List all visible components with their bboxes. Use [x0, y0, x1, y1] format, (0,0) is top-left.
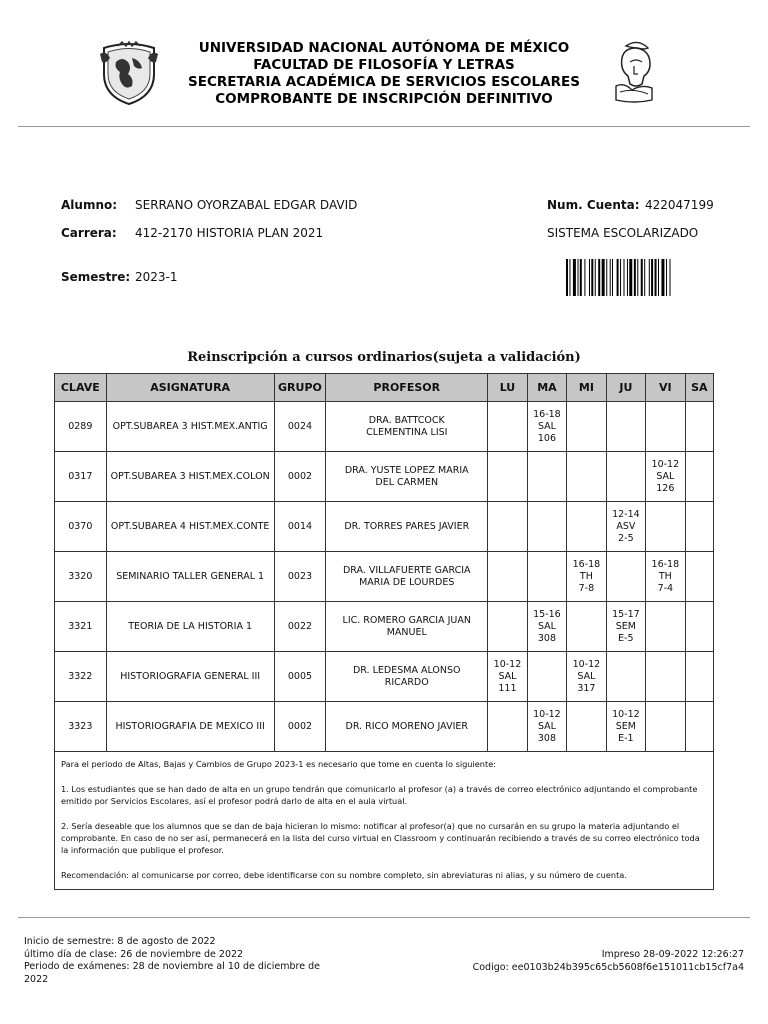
col-header-clave: CLAVE: [55, 374, 107, 402]
carrera-label: Carrera:: [61, 226, 117, 240]
cell-asignatura: HISTORIOGRAFIA DE MEXICO III: [106, 702, 274, 752]
col-header-lu: LU: [488, 374, 527, 402]
col-header-asignatura: ASIGNATURA: [106, 374, 274, 402]
cell-ju: 10-12 SEM E-1: [606, 702, 645, 752]
document-header: [150, 40, 618, 108]
cell-profesor: DRA. YUSTE LOPEZ MARIA DEL CARMEN: [326, 452, 488, 502]
cell-ma: 15-16 SAL 308: [527, 602, 566, 652]
cell-ju: [606, 452, 645, 502]
cell-clave: 3323: [55, 702, 107, 752]
cell-clave: 3322: [55, 652, 107, 702]
cell-ju: 15-17 SEM E-5: [606, 602, 645, 652]
cell-profesor: DRA. VILLAFUERTE GARCIA MARIA DE LOURDES: [326, 552, 488, 602]
cell-profesor: DR. LEDESMA ALONSO RICARDO: [326, 652, 488, 702]
cell-clave: 3321: [55, 602, 107, 652]
cell-clave: 0317: [55, 452, 107, 502]
header-line-document-type: COMPROBANTE DE INSCRIPCIÓN DEFINITIVO: [215, 91, 553, 107]
cell-ju: [606, 402, 645, 452]
sistema-value: SISTEMA ESCOLARIZADO: [547, 226, 699, 240]
col-header-profesor: PROFESOR: [326, 374, 488, 402]
alumno-label: Alumno:: [61, 198, 118, 212]
cell-mi: 16-18 TH 7-8: [567, 552, 606, 602]
cell-asignatura: OPT.SUBAREA 3 HIST.MEX.ANTIG: [106, 402, 274, 452]
cell-lu: 10-12 SAL 111: [488, 652, 527, 702]
cell-lu: [488, 452, 527, 502]
cell-ma: [527, 502, 566, 552]
table-row: [55, 502, 714, 552]
cell-mi: [567, 452, 606, 502]
cell-profesor: LIC. ROMERO GARCIA JUAN MANUEL: [326, 602, 488, 652]
header-divider: [18, 126, 750, 127]
cell-sa: [685, 602, 713, 652]
header-line-university: UNIVERSIDAD NACIONAL AUTÓNOMA DE MÉXICO: [198, 40, 570, 56]
cell-mi: [567, 702, 606, 752]
cell-vi: [646, 502, 685, 552]
cuenta-value: 422047199: [645, 198, 714, 212]
cell-ma: [527, 452, 566, 502]
cell-mi: [567, 602, 606, 652]
cell-vi: [646, 402, 685, 452]
cell-mi: 10-12 SAL 317: [567, 652, 606, 702]
col-header-grupo: GRUPO: [274, 374, 326, 402]
table-row: [55, 452, 714, 502]
cell-sa: [685, 652, 713, 702]
note-intro: Para el periodo de Altas, Bajas y Cambios de Grupo 2023-1 es necesario que tome en cuenta lo siguiente:: [61, 759, 497, 769]
cell-asignatura: SEMINARIO TALLER GENERAL 1: [106, 552, 274, 602]
cell-lu: [488, 402, 527, 452]
cell-ju: 12-14 ASV 2-5: [606, 502, 645, 552]
cell-asignatura: TEORIA DE LA HISTORIA 1: [106, 602, 274, 652]
semestre-value: 2023-1: [135, 270, 178, 284]
footer-impreso: Impreso 28-09-2022 12:26:27: [601, 949, 744, 960]
header-line-faculty: FACULTAD DE FILOSOFÍA Y LETRAS: [253, 57, 515, 73]
col-header-sa: SA: [685, 374, 713, 402]
footer-dates: [24, 936, 324, 986]
cell-vi: [646, 702, 685, 752]
cell-grupo: 0024: [274, 402, 326, 452]
footer-inicio: Inicio de semestre: 8 de agosto de 2022: [24, 936, 216, 947]
cell-ju: [606, 552, 645, 602]
header-line-secretariat: SECRETARIA ACADÉMICA DE SERVICIOS ESCOLARES: [188, 74, 580, 90]
cell-profesor: DRA. BATTCOCK CLEMENTINA LISI: [326, 402, 488, 452]
cell-mi: [567, 402, 606, 452]
cell-grupo: 0002: [274, 702, 326, 752]
cell-lu: [488, 602, 527, 652]
cell-grupo: 0005: [274, 652, 326, 702]
barcode: [565, 259, 713, 296]
table-row: [55, 652, 714, 702]
cell-sa: [685, 402, 713, 452]
table-row: [55, 702, 714, 752]
cell-clave: 0289: [55, 402, 107, 452]
cell-asignatura: HISTORIOGRAFIA GENERAL III: [106, 652, 274, 702]
cell-lu: [488, 552, 527, 602]
cell-clave: 3320: [55, 552, 107, 602]
cell-lu: [488, 702, 527, 752]
notes-row: [55, 752, 714, 890]
athena-helmet-icon: [608, 38, 658, 106]
col-header-ju: JU: [606, 374, 645, 402]
cuenta-label: Num. Cuenta:: [547, 198, 640, 212]
courses-table: [54, 373, 714, 890]
cell-grupo: 0002: [274, 452, 326, 502]
cell-sa: [685, 452, 713, 502]
note-recomendacion: Recomendación: al comunicarse por correo, debe identificarse con su nombre completo, sin abreviaturas ni alias, y su número de cuenta.: [61, 870, 627, 880]
cell-lu: [488, 502, 527, 552]
cell-grupo: 0022: [274, 602, 326, 652]
col-header-ma: MA: [527, 374, 566, 402]
notes-cell: [55, 752, 714, 890]
alumno-value: SERRANO OYORZABAL EDGAR DAVID: [135, 198, 358, 212]
table-row: [55, 552, 714, 602]
cell-profesor: DR. TORRES PARES JAVIER: [326, 502, 488, 552]
cell-vi: [646, 652, 685, 702]
cell-vi: 10-12 SAL 126: [646, 452, 685, 502]
note-bajas: 2. Sería deseable que los alumnos que se dan de baja hicieran lo mismo: notificar al profesor(a) que no cursarán en su grupo la materia adjuntando el comprobante. En caso de no ser así, permanecerá en la lista del curso virtual en Classroom y continuarán recibiendo a través de su correo electrónico toda la información que publique el profesor.: [61, 821, 700, 855]
cell-profesor: DR. RICO MORENO JAVIER: [326, 702, 488, 752]
cell-vi: 16-18 TH 7-4: [646, 552, 685, 602]
semestre-label: Semestre:: [61, 270, 131, 284]
cell-ma: [527, 652, 566, 702]
carrera-value: 412-2170 HISTORIA PLAN 2021: [135, 226, 324, 240]
footer-ultimo-dia: último día de clase: 26 de noviembre de 2022: [24, 948, 244, 960]
footer-print-info: [473, 949, 744, 974]
cell-ju: [606, 652, 645, 702]
cell-sa: [685, 552, 713, 602]
cell-ma: [527, 552, 566, 602]
footer-divider: [18, 917, 750, 918]
footer-codigo: Codigo: ee0103b24b395c65cb5608f6e151011cb15cf7a4: [472, 961, 744, 973]
note-altas: 1. Los estudiantes que se han dado de alta en un grupo tendrán que comunicarlo al profesor (a) a través de correo electrónico adjuntando el comprobante emitido por Servicios Escolares, así el profesor podrá darlo de alta en el aula virtual.: [61, 784, 698, 806]
cell-ma: 16-18 SAL 106: [527, 402, 566, 452]
cell-grupo: 0014: [274, 502, 326, 552]
footer-examenes: Periodo de exámenes: 28 de noviembre al 10 de diciembre de 2022: [24, 961, 320, 985]
col-header-vi: VI: [646, 374, 685, 402]
cell-grupo: 0023: [274, 552, 326, 602]
table-row: [55, 402, 714, 452]
cell-asignatura: OPT.SUBAREA 4 HIST.MEX.CONTE: [106, 502, 274, 552]
section-title: Reinscripción a cursos ordinarios(sujeta a validación): [187, 350, 581, 365]
cell-clave: 0370: [55, 502, 107, 552]
cell-sa: [685, 702, 713, 752]
col-header-mi: MI: [567, 374, 606, 402]
table-header-row: [55, 374, 714, 402]
cell-mi: [567, 502, 606, 552]
cell-asignatura: OPT.SUBAREA 3 HIST.MEX.COLON: [106, 452, 274, 502]
cell-sa: [685, 502, 713, 552]
cell-vi: [646, 602, 685, 652]
cell-ma: 10-12 SAL 308: [527, 702, 566, 752]
table-row: [55, 602, 714, 652]
